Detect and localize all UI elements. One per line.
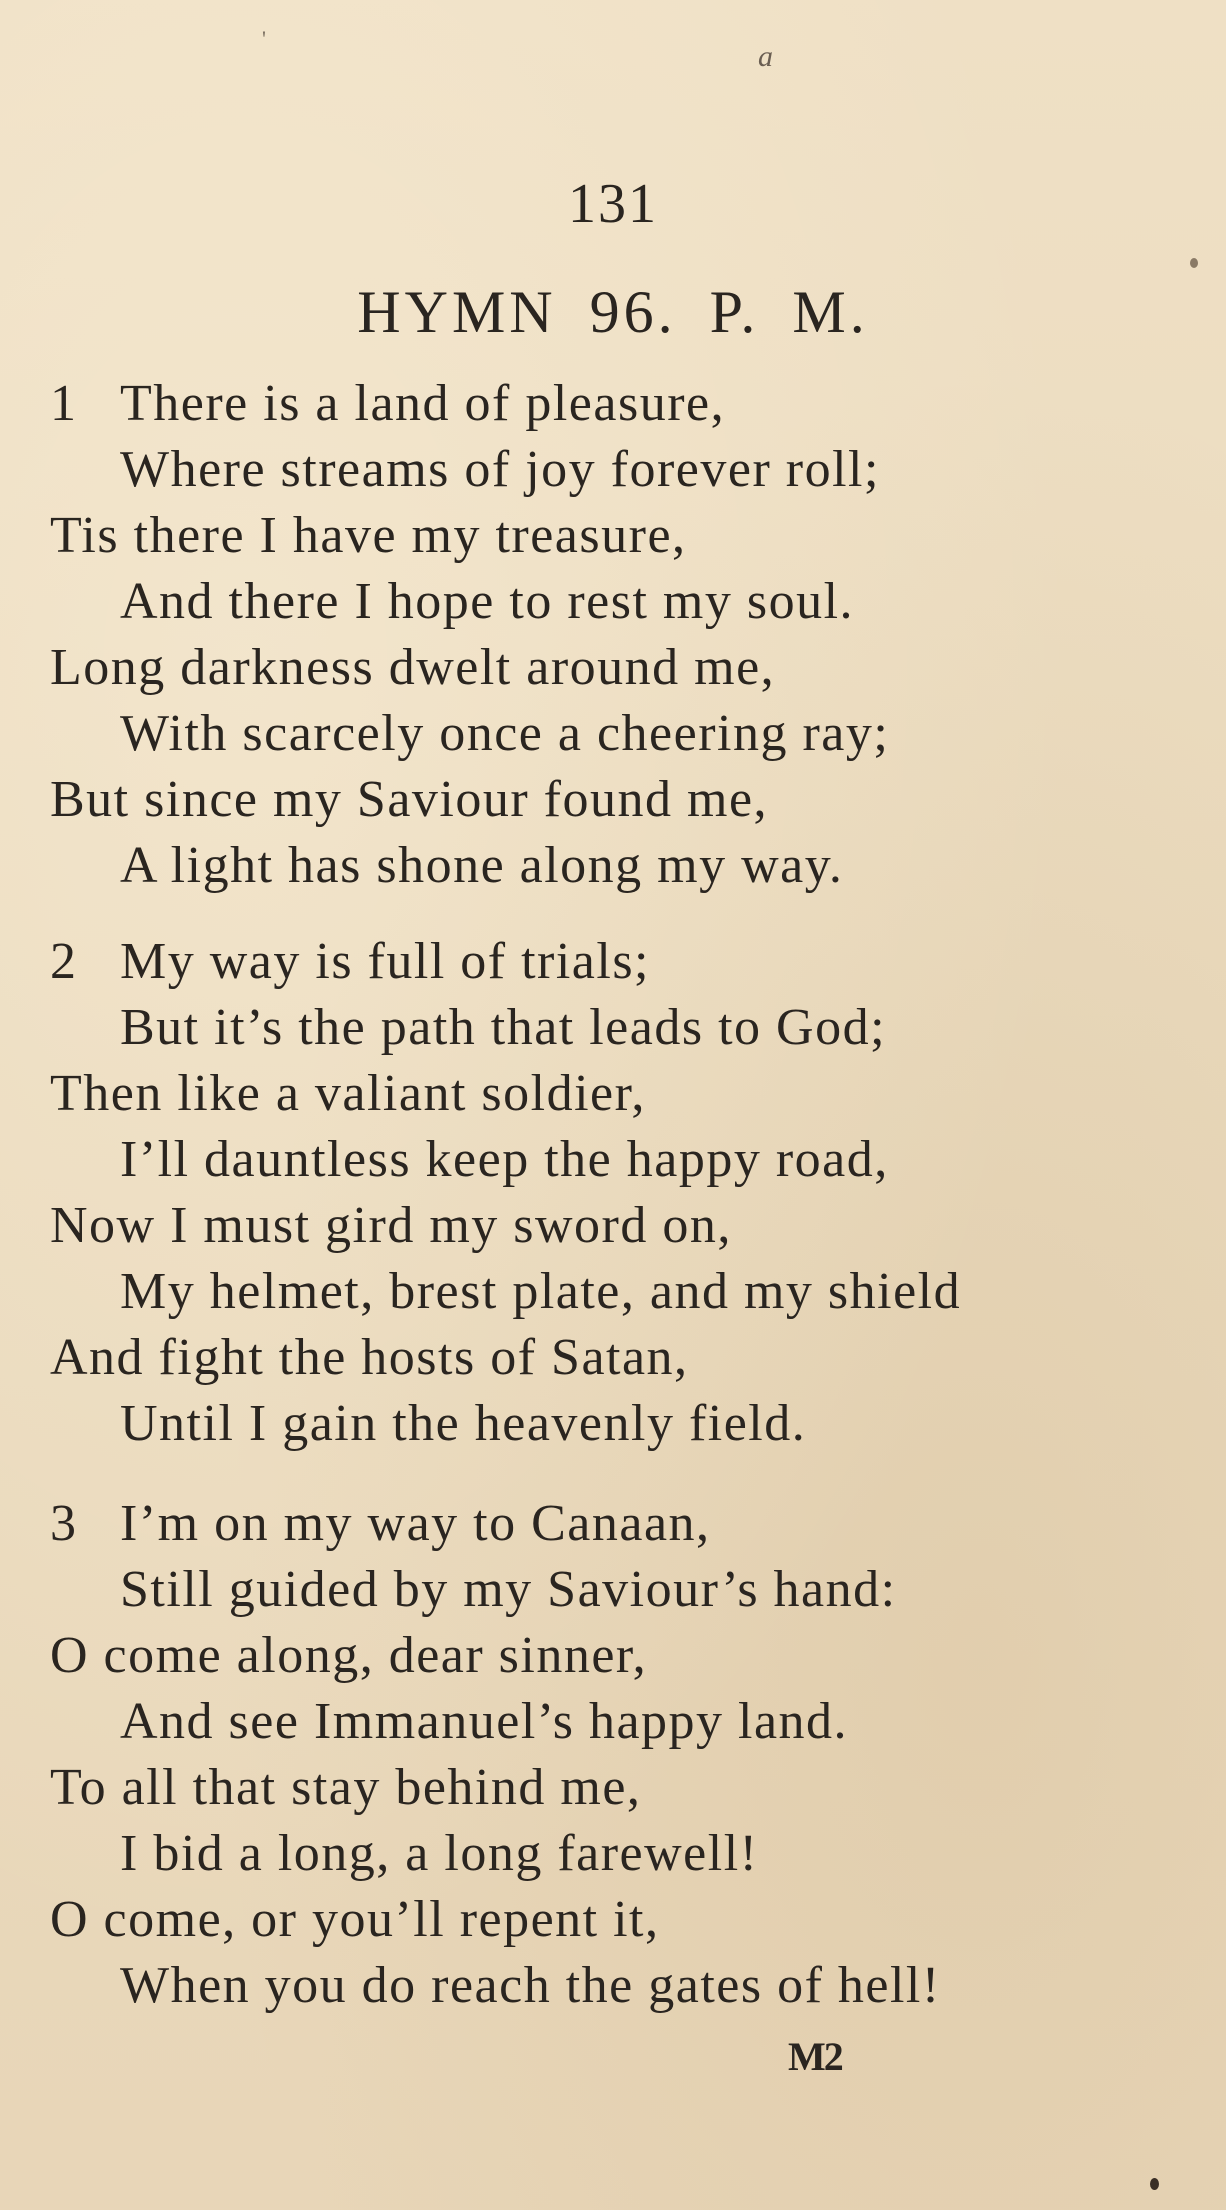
- verse-line: I’ll dauntless keep the happy road,: [120, 1131, 889, 1188]
- verse-line: Then like a valiant soldier,: [50, 1065, 646, 1122]
- verse-line: O come along, dear sinner,: [50, 1627, 648, 1684]
- verse-number: 2: [50, 933, 78, 990]
- hymn-title: HYMN 96. P. M.: [357, 279, 869, 345]
- verse-line: Long darkness dwelt around me,: [50, 639, 776, 696]
- verse-number: 1: [50, 375, 78, 432]
- verse-line: But it’s the path that leads to God;: [120, 999, 887, 1056]
- ink-speck: [1150, 2178, 1159, 2190]
- verse-line: Where streams of joy forever roll;: [120, 441, 880, 498]
- verse-line: And there I hope to rest my soul.: [120, 573, 855, 630]
- verse-line: O come, or you’ll repent it,: [50, 1891, 660, 1948]
- verse-line: Still guided by my Saviour’s hand:: [120, 1561, 897, 1618]
- corner-tick-mark: ': [262, 26, 266, 51]
- page-number: 131: [568, 173, 658, 235]
- verse-line: A light has shone along my way.: [120, 837, 844, 894]
- ink-speck: [1190, 258, 1198, 268]
- verse-line: Tis there I have my treasure,: [50, 507, 687, 564]
- verse-number: 3: [50, 1495, 78, 1552]
- verse-line: When you do reach the gates of hell!: [120, 1957, 941, 2014]
- verse-line: My helmet, brest plate, and my shield: [120, 1263, 962, 1320]
- verse-line: Until I gain the heavenly field.: [120, 1395, 807, 1452]
- verse-line: With scarcely once a cheering ray;: [120, 705, 890, 762]
- verse-line: 3 I’m on my way to Canaan,: [50, 1495, 711, 1552]
- verse-line: And fight the hosts of Satan,: [50, 1329, 689, 1386]
- verse-line: And see Immanuel’s happy land.: [120, 1693, 849, 1750]
- top-mark: a: [758, 40, 773, 73]
- verse-line: Now I must gird my sword on,: [50, 1197, 732, 1254]
- verse-line: 2 My way is full of trials;: [50, 933, 651, 990]
- signature-mark: M2: [788, 2034, 842, 2079]
- verse-line: But since my Saviour found me,: [50, 771, 769, 828]
- verse-line: 1 There is a land of pleasure,: [50, 375, 726, 432]
- verse-line: To all that stay behind me,: [50, 1759, 642, 1816]
- verse-line: I bid a long, a long farewell!: [120, 1825, 759, 1882]
